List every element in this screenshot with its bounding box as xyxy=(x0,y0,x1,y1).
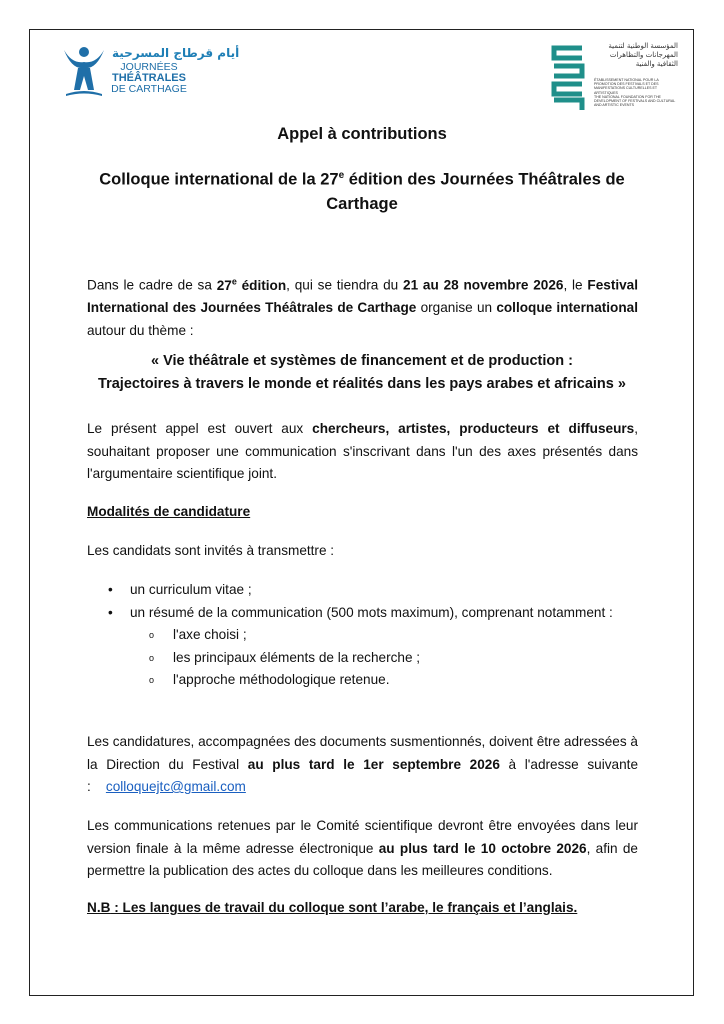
sublist-item-text: l'axe choisi ; xyxy=(173,627,247,642)
page-title: Appel à contributions xyxy=(277,125,447,143)
intro-paragraph xyxy=(87,270,638,342)
sublist-item xyxy=(130,624,638,647)
circle-bullet-icon: o xyxy=(149,675,155,685)
modalites-intro: Les candidats sont invités à transmettre : xyxy=(87,543,335,558)
jtc-line2: THÉÂTRALES xyxy=(112,72,186,84)
candidatures-paragraph xyxy=(87,731,638,799)
call-text-1: Le présent appel est ouvert aux xyxy=(87,421,313,436)
list-item xyxy=(87,602,638,692)
foundation-logo xyxy=(548,42,678,114)
jtc-line3: DE CARTHAGE xyxy=(111,83,187,95)
call-paragraph xyxy=(87,418,638,486)
intro-festival-name: Festival International des Journées Théâtrales de Carthage xyxy=(87,277,639,316)
sublist-item xyxy=(130,669,638,692)
intro-text-4: organise un xyxy=(416,300,497,316)
intro-text-2: , qui se tiendra du xyxy=(286,277,404,293)
circle-bullet-icon: o xyxy=(149,630,155,640)
list-item xyxy=(87,579,638,602)
candidatures-text-2: à l'adresse suivante : xyxy=(87,756,639,794)
jtc-line1: JOURNÉES xyxy=(120,61,178,73)
intro-edition xyxy=(217,278,286,293)
intro-text-3: , le xyxy=(563,277,588,293)
communications-text-1: Les communications retenues par le Comité scientifique devront être envoyées dans leur version finale à la même adresse électronique xyxy=(87,818,638,856)
bullet-icon: • xyxy=(108,604,113,620)
intro-edition-word: édition xyxy=(236,277,287,293)
modalites-list xyxy=(87,579,638,692)
intro-edition-sup: e xyxy=(231,276,237,286)
subtitle-part1: Colloque international de la 27 xyxy=(99,170,339,189)
page-subtitle xyxy=(80,164,644,216)
intro-dates: 21 au 28 novembre 2026 xyxy=(403,277,564,293)
bullet-icon: • xyxy=(108,582,113,597)
email-link[interactable]: colloquejtc@gmail.com xyxy=(105,779,246,794)
foundation-french-name: ÉTABLISSEMENT NATIONAL POUR LA PROMOTION DES FESTIVALS ET DES MANIFESTATIONS CULTURELLES ET ARTISTIQUES xyxy=(594,78,659,95)
intro-edition-num: 27 xyxy=(216,277,232,293)
nb-label: N.B xyxy=(87,900,111,915)
nb-separator: : xyxy=(110,900,123,915)
circle-bullet-icon: o xyxy=(149,652,155,663)
subtitle-part2: édition des Journées Théâtrales de Carthage xyxy=(326,170,625,213)
modalites-sublist xyxy=(130,624,638,692)
theme-line-2: Trajectoires à travers le monde et réalités dans les pays arabes et africains » xyxy=(98,376,626,392)
jtc-emblem-icon xyxy=(62,44,106,102)
communications-paragraph xyxy=(87,815,638,883)
theme-line-1: « Vie théâtrale et systèmes de financement et de production : xyxy=(151,353,573,369)
intro-colloque: colloque international xyxy=(496,300,638,316)
intro-text-1: Dans le cadre de sa xyxy=(87,277,217,293)
call-audience: chercheurs, artistes, producteurs et diffuseurs xyxy=(312,421,635,436)
foundation-emblem-icon xyxy=(548,42,588,112)
sublist-item-text: les principaux éléments de la recherche ; xyxy=(173,649,421,665)
list-item-text: un curriculum vitae ; xyxy=(130,582,252,597)
subtitle-sup: e xyxy=(338,170,345,181)
communications-deadline: au plus tard le 10 octobre 2026 xyxy=(378,840,587,856)
sublist-item-text: l'approche méthodologique retenue. xyxy=(173,672,390,687)
foundation-arabic-name: المؤسسة الوطنية لتنمية المهرجانات والتظاهرات الثقافية والفنية xyxy=(608,42,678,68)
call-text-2: , souhaitant proposer une communication s'inscrivant dans l'un des axes présentés dans l'argumentaire scientifique joint. xyxy=(87,421,639,481)
foundation-english-name: THE NATIONAL FOUNDATION FOR THE DEVELOPMENT OF FESTIVALS AND CULTURAL AND ARTISTIC EVENTS xyxy=(594,95,676,108)
candidatures-deadline: au plus tard le 1er septembre 2026 xyxy=(247,756,500,772)
list-item-text: un résumé de la communication (500 mots maximum), comprenant notamment : xyxy=(130,604,613,620)
intro-text-5: autour du thème : xyxy=(87,322,194,338)
nb-text: Les langues de travail du colloque sont l’arabe, le français et l’anglais. xyxy=(122,900,578,915)
jtc-logo xyxy=(62,44,240,104)
sublist-item xyxy=(130,647,638,670)
jtc-wordmark xyxy=(104,62,194,95)
theme-quote xyxy=(60,350,664,396)
communications-text-2: , afin de permettre la publication des actes du colloque dans les meilleures conditions. xyxy=(87,840,638,878)
jtc-arabic-name: أيام قرطاج المسرحية xyxy=(112,46,240,60)
candidatures-text-1: Les candidatures, accompagnées des documents susmentionnés, doivent être adressées à la Direction du Festival xyxy=(87,734,638,772)
nb-note xyxy=(87,900,577,915)
modalites-heading: Modalités de candidature xyxy=(87,504,251,519)
